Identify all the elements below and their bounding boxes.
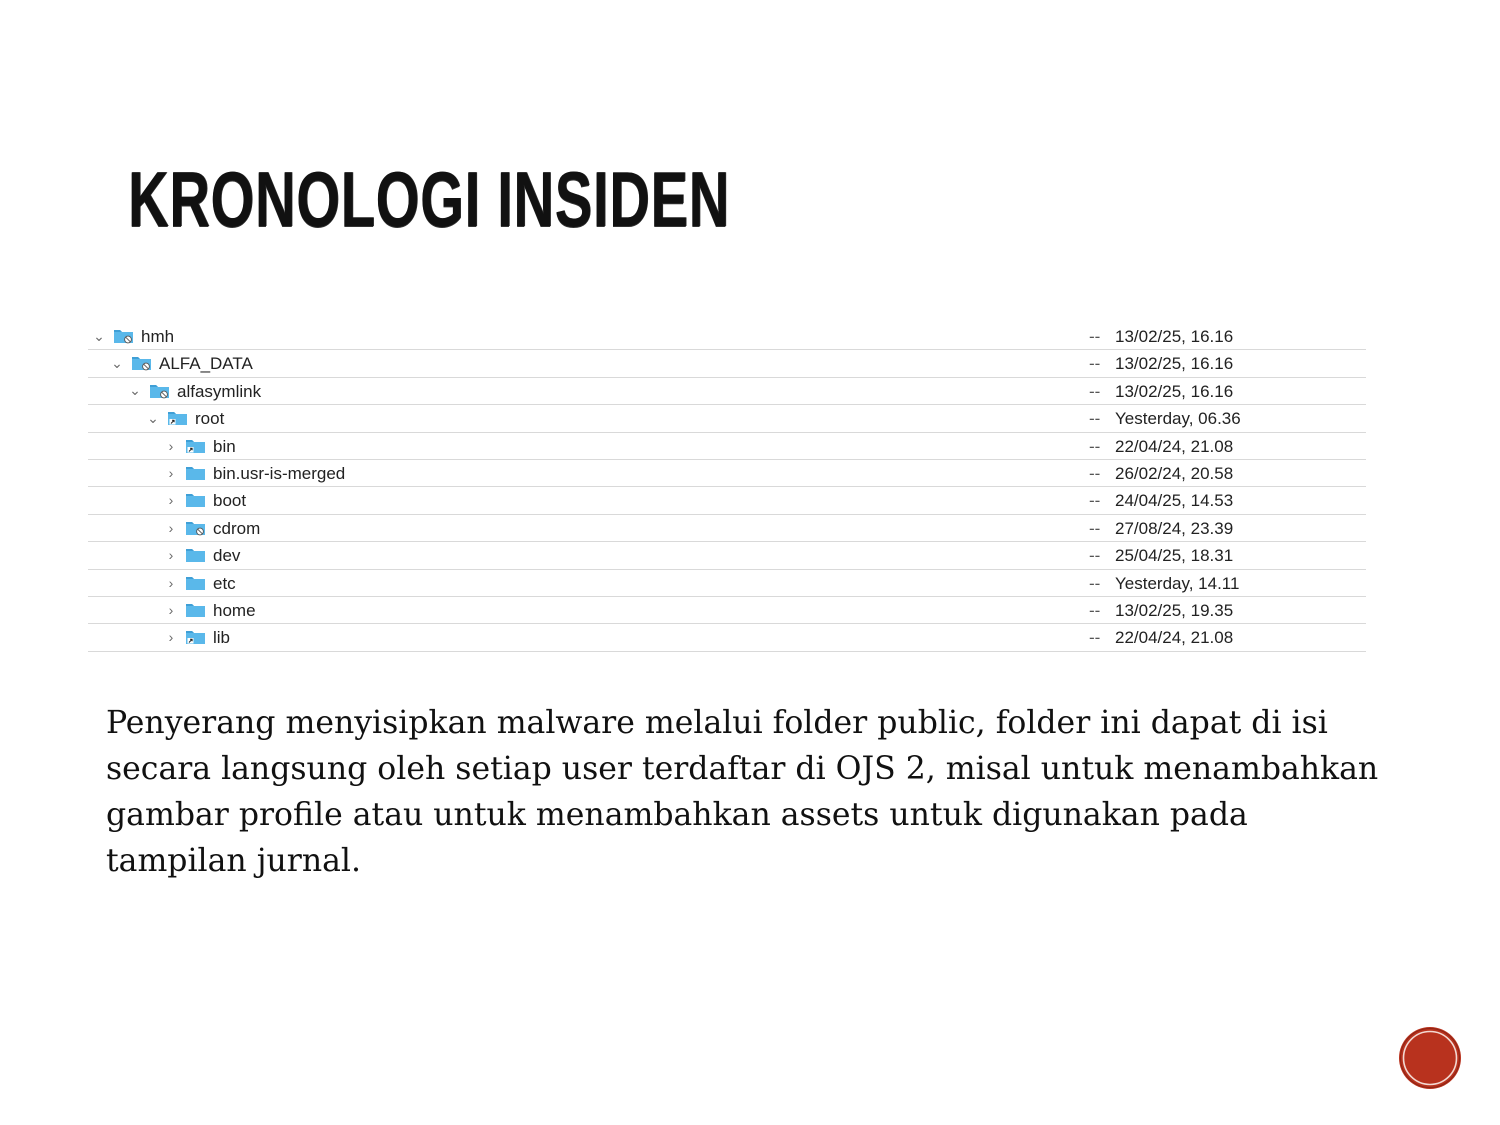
chevron-right-icon[interactable]: › [168, 601, 174, 618]
file-name: bin [213, 436, 236, 456]
file-name: dev [213, 546, 241, 566]
chevron-down-icon[interactable]: ⌄ [93, 327, 105, 344]
file-date: 25/04/25, 18.31 [1115, 546, 1234, 566]
file-date: Yesterday, 14.11 [1115, 573, 1240, 593]
file-date: 22/04/24, 21.08 [1115, 628, 1234, 648]
file-name: alfasymlink [177, 381, 262, 401]
file-size: -- [1089, 546, 1101, 566]
file-row[interactable] [88, 378, 1366, 405]
folder-icon [185, 491, 206, 508]
file-name: hmh [141, 327, 175, 346]
folder-icon [185, 546, 206, 563]
chevron-right-icon[interactable]: › [168, 437, 174, 454]
folder-alias-icon [167, 409, 188, 426]
file-name: etc [213, 573, 236, 593]
file-row[interactable] [88, 515, 1366, 542]
file-date: 24/04/25, 14.53 [1115, 491, 1234, 511]
file-date: 27/08/24, 23.39 [1115, 518, 1234, 538]
file-size: -- [1089, 381, 1101, 401]
file-list [88, 323, 1366, 652]
file-size: -- [1089, 463, 1101, 483]
folder-alias-icon [185, 437, 206, 454]
file-size: -- [1089, 354, 1101, 374]
chevron-down-icon[interactable]: ⌄ [111, 354, 123, 371]
file-size: -- [1089, 628, 1101, 648]
chevron-right-icon[interactable]: › [168, 464, 174, 481]
file-row[interactable] [88, 542, 1366, 569]
slide-title: KRONOLOGI INSIDEN [128, 155, 730, 243]
folder-icon [185, 464, 206, 481]
file-date: 22/04/24, 21.08 [1115, 436, 1234, 456]
file-row[interactable] [88, 597, 1366, 624]
file-row[interactable] [88, 433, 1366, 460]
file-name: root [195, 409, 225, 429]
file-row[interactable] [88, 570, 1366, 597]
chevron-right-icon[interactable]: › [168, 547, 174, 564]
file-size: -- [1089, 409, 1101, 429]
folder-blocked-icon [113, 327, 134, 344]
folder-blocked-icon [149, 382, 170, 399]
file-row[interactable] [88, 487, 1366, 514]
chevron-right-icon[interactable]: › [168, 492, 174, 509]
file-size: -- [1089, 573, 1101, 593]
file-date: 13/02/25, 16.16 [1115, 354, 1234, 374]
file-row[interactable] [88, 323, 1366, 350]
file-date: 13/02/25, 16.16 [1115, 381, 1234, 401]
file-row[interactable] [88, 350, 1366, 377]
file-date: Yesterday, 06.36 [1115, 409, 1241, 429]
chevron-right-icon[interactable]: › [168, 629, 174, 646]
file-size: -- [1089, 491, 1101, 511]
file-size: -- [1089, 600, 1101, 620]
file-row[interactable] [88, 405, 1366, 432]
file-name: cdrom [213, 518, 261, 538]
chevron-right-icon[interactable]: › [168, 519, 174, 536]
folder-blocked-icon [185, 519, 206, 536]
file-size: -- [1089, 518, 1101, 538]
file-date: 13/02/25, 19.35 [1115, 600, 1234, 620]
file-row[interactable] [88, 624, 1366, 651]
folder-icon [185, 601, 206, 618]
folder-icon [185, 574, 206, 591]
file-date: 26/02/24, 20.58 [1115, 463, 1234, 483]
slide-badge-icon [1398, 1026, 1462, 1090]
file-date: 13/02/25, 16.16 [1115, 327, 1234, 346]
file-name: ALFA_DATA [159, 354, 253, 374]
file-size: -- [1089, 436, 1101, 456]
folder-alias-icon [185, 628, 206, 645]
slide-body-text: Penyerang menyisipkan malware melalui folder public, folder ini dapat di isi secara langsung oleh setiap user terdaftar di OJS 2, misal untuk menambahkan gambar profile atau untuk menambahkan assets untuk digunakan pada tampilan jurnal. [106, 705, 1379, 879]
file-name: boot [213, 491, 247, 511]
file-name: bin.usr-is-merged [213, 463, 346, 483]
file-name: lib [213, 628, 231, 648]
chevron-down-icon[interactable]: ⌄ [147, 409, 159, 426]
file-size: -- [1089, 327, 1101, 346]
folder-blocked-icon [131, 354, 152, 371]
file-name: home [213, 600, 256, 620]
file-row[interactable] [88, 460, 1366, 487]
chevron-right-icon[interactable]: › [168, 574, 174, 591]
chevron-down-icon[interactable]: ⌄ [129, 382, 141, 399]
